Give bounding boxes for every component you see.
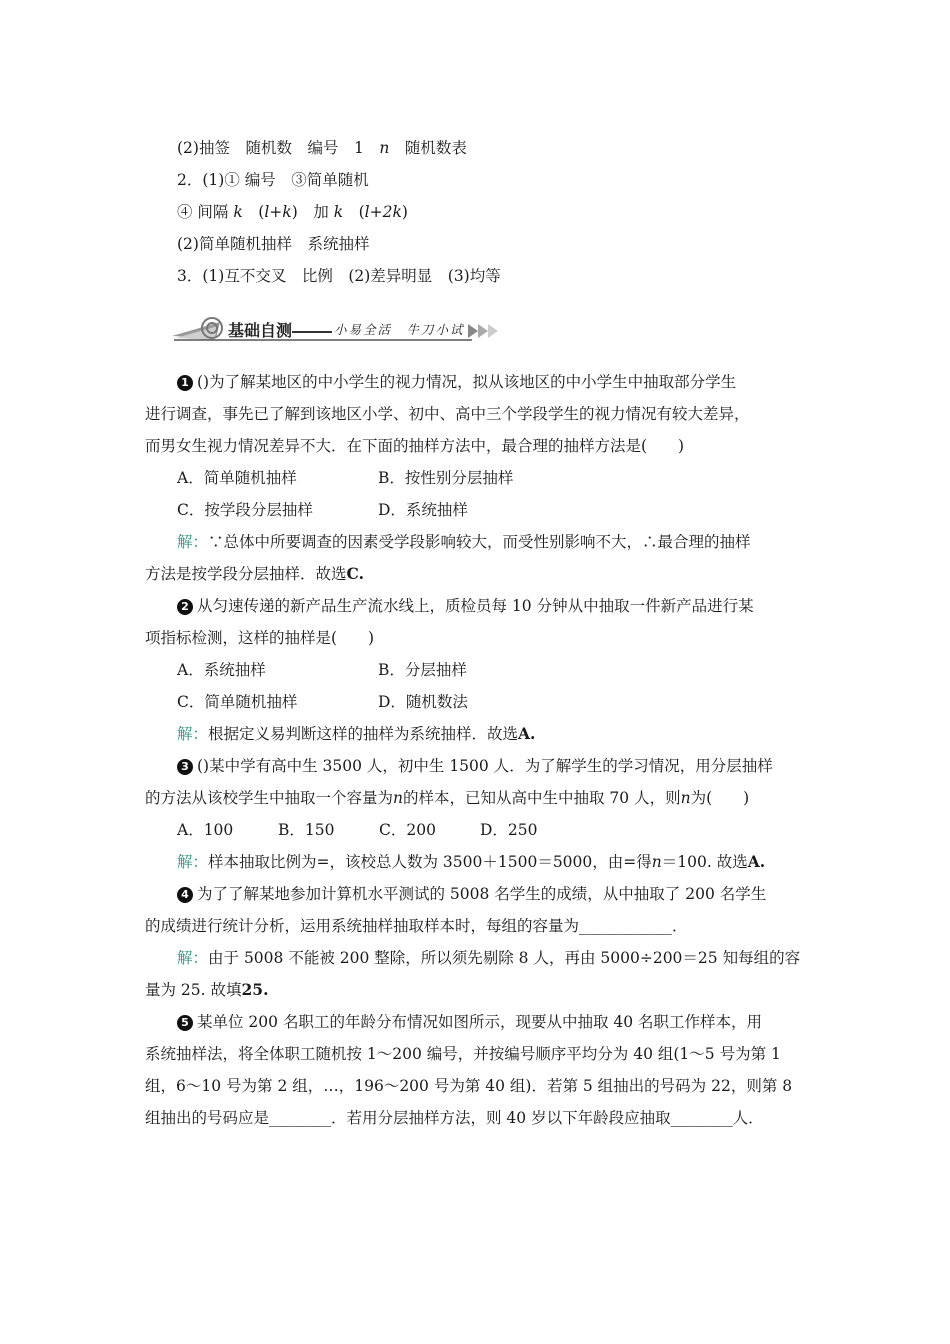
option-c: C．200 [379,821,436,839]
answer-text: ) 加 [291,203,329,221]
option-b: B．分层抽样 [378,661,467,679]
question-number-badge: 1 [177,375,193,391]
answer-line-2: 2．(1)① 编号 ③简单随机 [177,171,369,189]
q2-options-cd [177,692,468,712]
question-text: 为( ) [690,789,750,807]
q4-solution-2 [145,980,268,1000]
solution-text: 根据定义易判断这样的抽样为系统抽样．故选 [208,725,519,743]
question-number-badge: 3 [177,759,193,775]
option-a: A．系统抽样 [177,661,266,679]
q5-line-1 [177,1012,762,1032]
answer-line-4: (2)简单随机抽样 系统抽样 [177,235,370,253]
answer-line-1 [177,138,467,158]
q2-line-1 [177,596,754,616]
q1-line-2: 进行调查，事先已了解到该地区小学、初中、高中三个学段学生的视力情况有较大差异， [145,405,750,423]
solution-label: 解： [177,949,209,967]
question-number-badge: 2 [177,599,193,615]
variable-k: k [333,203,344,221]
answer-text: (2)抽签 随机数 编号 1 [177,139,380,157]
q1-solution-2 [145,564,364,584]
answer-text: ) [401,203,408,221]
q2-solution-1 [177,724,535,744]
q1-options-ab [177,468,513,488]
section-title: 基础自测 [228,321,293,340]
question-text: 从匀速传递的新产品生产流水线上，质检员每 10 分钟从中抽取一件新产品进行某 [197,597,754,615]
question-number-badge: 5 [177,1015,193,1031]
variable-n: n [393,789,403,807]
q1-options-cd [177,500,468,520]
question-text: 为了了解某地参加计算机水平测试的 5008 名学生的成绩，从中抽取了 200 名学生 [197,885,767,903]
solution-text: ＝100. 故选 [661,853,748,871]
question-text: ()某中学有高中生 3500 人，初中生 1500 人．为了解学生的学习情况，用分层抽样 [197,757,773,775]
q5-line-2: 系统抽样法，将全体职工随机按 1～200 编号，并按编号顺序平均分为 40 组(1～5 号为第 1 [145,1045,781,1063]
q3-options [177,820,538,840]
answer: A. [747,852,766,871]
option-b: B．按性别分层抽样 [378,469,514,487]
answer-line-3 [177,202,408,222]
answer-text: ( [343,203,365,221]
solution-text: 量为 25. 故填 [145,981,242,999]
q3-line-1 [177,756,773,776]
question-text: ()为了解某地区的中小学生的视力情况，拟从该地区的中小学生中抽取部分学生 [197,373,737,391]
option-a: A．简单随机抽样 [177,469,297,487]
solution-label: 解： [177,853,209,871]
answer-text: ④ 间隔 [177,203,229,221]
option-b: B．150 [278,821,335,839]
answer-text: ( [242,203,265,221]
variable-n: n [651,853,662,871]
solution-text: 由于 5008 不能被 200 整除，所以须先剔除 8 人，再由 5000÷200＝25 知每组的容 [208,949,801,967]
option-a: A．100 [177,821,234,839]
q4-line-2: 的成绩进行统计分析，运用系统抽样抽取样本时，每组的容量为____________． [145,917,688,935]
answer: C. [346,564,364,583]
variable-k: k [233,203,243,221]
question-text: 的样本，已知从高中生中抽取 70 人，则 [403,789,681,807]
q2-line-2: 项指标检测，这样的抽样是( ) [145,629,375,647]
question-text: 某单位 200 名职工的年龄分布情况如图所示，现要从中抽取 40 名职工作样本，用 [197,1013,763,1031]
section-subtitle: 小易全活 牛刀小试 [334,322,465,337]
variable-n: n [680,789,691,807]
answer-text: 随机数表 [389,139,467,157]
option-c: C．简单随机抽样 [177,693,298,711]
variable-n: n [379,139,390,157]
solution-label: 解： [177,533,209,551]
solution-text: 样本抽取比例为=，该校总人数为 3500＋1500＝5000，由=得 [208,853,652,871]
option-d: D．随机数法 [378,693,468,711]
q4-line-1 [177,884,766,904]
option-c: C．按学段分层抽样 [177,501,313,519]
answer: A. [518,724,536,743]
q1-solution-1 [177,532,751,552]
solution-label: 解： [177,725,209,743]
q4-solution-1 [177,948,800,968]
solution-text: ∵总体中所要调查的因素受学段影响较大，而受性别影响不大，∴最合理的抽样 [208,533,751,551]
option-d: D．系统抽样 [378,501,468,519]
expression: l+k [264,203,292,221]
option-d: D．250 [480,821,538,839]
answer: 25. [241,980,269,999]
section-header [172,314,512,344]
solution-text: 方法是按学段分层抽样．故选 [145,565,347,583]
q3-line-2 [145,788,749,808]
q2-options-ab [177,660,467,680]
q5-line-3: 组，6～10 号为第 2 组，…，196～200 号为第 40 组)．若第 5 组抽出的号码为 22，则第 8 [145,1077,793,1095]
q5-line-4: 组抽出的号码应是________．若用分层抽样方法，则 40 岁以下年龄段应抽取________人． [145,1109,764,1127]
answer-line-5: 3．(1)互不交叉 比例 (2)差异明显 (3)均等 [177,267,501,285]
expression: l+2k [364,203,402,221]
q3-solution-1 [177,852,765,872]
question-text: 的方法从该校学生中抽取一个容量为 [145,789,394,807]
q1-line-1 [177,372,736,392]
question-number-badge: 4 [177,887,193,903]
q1-line-3: 而男女生视力情况差异不大．在下面的抽样方法中，最合理的抽样方法是( ) [145,437,685,455]
